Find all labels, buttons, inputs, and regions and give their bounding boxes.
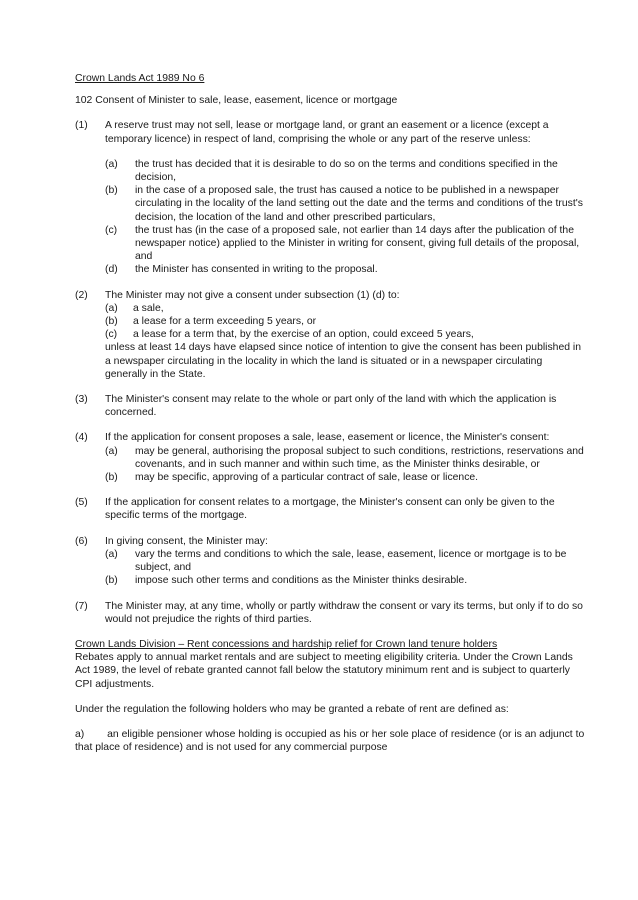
rent-regulation: Under the regulation the following holders who may be granted a rebate of rent are defined as: [75,703,509,715]
subsection-text: The Minister may not give a consent under subsection (1) (d) to: [105,289,400,301]
act-title: Crown Lands Act 1989 No 6 [75,73,205,84]
list-item: (b) in the case of a proposed sale, the trust has caused a notice to be published in a newspaper circulating in the locality of the land setting out the date and the terms and conditions of the trust's decision, the location of the land and other prescribed particulars, [105,185,583,223]
subsection-3 [75,393,587,419]
subsection-text: If the application for consent relates to a mortgage, the Minister's consent can only be given to the specific terms of the mortgage. [105,497,555,522]
list-item: (a) vary the terms and conditions to which the sale, lease, easement, licence or mortgage is to be subject, and [105,548,567,574]
subsection-text: The Minister may, at any time, wholly or partly withdraw the consent or vary its terms, but only if to do so would not prejudice the rights of third parties. [105,600,583,625]
subsection-7 [75,600,587,626]
subsection-text: The Minister's consent may relate to the whole or part only of the land with which the application is concerned. [105,394,557,419]
rent-concessions-title: Crown Lands Division – Rent concessions and hardship relief for Crown land tenure holders [75,638,498,650]
list-item: (c) a lease for a term that, by the exercise of an option, could exceed 5 years, [105,329,474,341]
rent-item-text: an eligible pensioner whose holding is occupied as his or her sole place of residence (or is an adjunct to that place of residence) and is not used for any commercial purpose [75,728,585,754]
subsection-5 [75,496,587,522]
list-item: (a) may be general, authorising the proposal subject to such conditions, restrictions, reservations and covenants, and in such manner and within such time, as the Minister thinks desirable, or [105,445,584,470]
subsection-1 [75,119,587,276]
subsection-tail: unless at least 14 days have elapsed since notice of intention to give the consent has been published in a newspaper circulating in the locality in which the land is situated or in a newspaper circulating generally in the State. [105,342,581,380]
list-item: (b) may be specific, approving of a particular contract of sale, lease or licence. [105,472,479,484]
section-title: 102 Consent of Minister to sale, lease, easement, licence or mortgage [75,95,398,107]
rent-item-label: a) [75,728,85,740]
rent-intro: Rebates apply to annual market rentals and are subject to meeting eligibility criteria. Under the Crown Lands Act 1989, the level of rebate granted cannot fall below the statutory minimum rent and is subject to quarterly CPI adjustments. [75,652,573,690]
subsection-number: (4) [75,432,88,444]
subsection-text: If the application for consent proposes a sale, lease, easement or licence, the Minister's consent: [105,432,550,444]
document-page [75,72,587,754]
subsection-2 [75,289,587,381]
list-item: (b) a lease for a term exceeding 5 years, or [105,316,317,328]
subsection-number: (3) [75,394,88,406]
subsection-number: (2) [75,289,88,301]
subsection-4 [75,431,587,484]
subsection-6 [75,535,587,588]
subsection-number: (6) [75,535,88,547]
list-item: (b) impose such other terms and conditions as the Minister thinks desirable. [105,575,468,587]
subsection-text: In giving consent, the Minister may: [105,535,268,547]
subsection-text: A reserve trust may not sell, lease or mortgage land, or grant an easement or a licence (except a temporary licence) in respect of land, comprising the whole or any part of the reserve unless: [105,120,549,145]
list-item: (c) the trust has (in the case of a proposed sale, not earlier than 14 days after the publication of the newspaper notice) applied to the Minister in writing for consent, giving full details of the proposal, and [105,224,580,263]
subsection-number: (5) [75,497,88,509]
list-item: (a) a sale, [105,302,164,314]
subsection-number: (1) [75,120,88,132]
rent-item [75,728,587,754]
list-item: (d) the Minister has consented in writing to the proposal. [105,264,378,276]
subsection-number: (7) [75,600,88,612]
list-item: (a) the trust has decided that it is desirable to do so on the terms and conditions specified in the decision, [105,158,558,184]
